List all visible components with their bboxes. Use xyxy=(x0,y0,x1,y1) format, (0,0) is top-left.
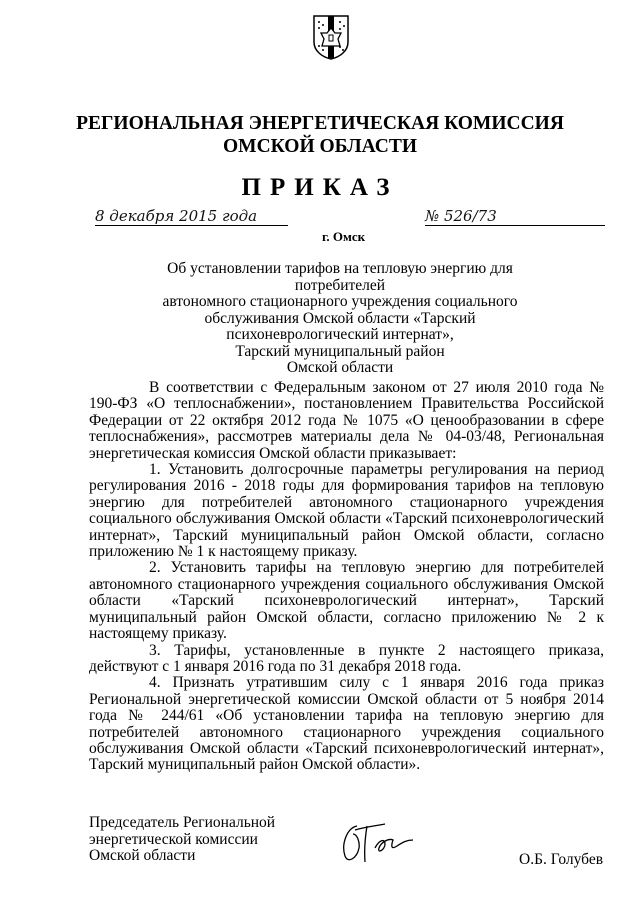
clause-3: 3. Тарифы, установленные в пункте 2 настоящего приказа, действуют с 1 января 2016 года по 31 декабря 2018 года. xyxy=(89,641,604,675)
subject-line: Омской области xyxy=(286,359,394,376)
city: г. Омск xyxy=(322,229,366,244)
position-line: Председатель Региональной xyxy=(89,814,276,831)
subject-line: автономного стационарного учреждения социального xyxy=(162,293,518,310)
handwritten-signature xyxy=(335,818,425,868)
document-type: ПРИКАЗ xyxy=(241,174,399,201)
subject-heading xyxy=(150,261,530,377)
clause-1: 1. Установить долгосрочные параметры регулирования на период регулирования 2016 - 2018 годы для формирования тарифов на тепловую энергию для потребителей автономного стационарного учреждения социального обслуживания Омской области «Тарский психоневрологический интернат», Тарский муниципальный район Омской области, согласно приложению № 1 к настоящему приказу. xyxy=(89,461,604,561)
position-line: энергетической комиссии xyxy=(89,830,258,848)
position-line: Омской области xyxy=(89,847,196,864)
clause-2: 2. Установить тарифы на тепловую энергию для потребителей автономного стационарного учреждения социального обслуживания Омской области «Тарский психоневрологический интернат», Тарский муниципальный район Омской области, согласно приложению № 2 к настоящему приказу. xyxy=(89,559,604,643)
clause-4: 4. Признать утратившим силу с 1 января 2016 года приказ Региональной энергетической комиссии Омской области от 5 ноября 2014 года № 244/61 «Об установлении тарифа на тепловую энергию для потребителей автономного стационарного учреждения социального обслуживания Омской области «Тарский психоневрологический интернат», Тарский муниципальный район Омской области». xyxy=(89,674,604,774)
handwritten-date: 8 декабря 2015 года xyxy=(95,207,288,226)
org-line-2: ОМСКОЙ ОБЛАСТИ xyxy=(223,136,417,157)
subject-line: обслуживания Омской области «Тарский xyxy=(204,309,476,327)
coat-of-arms-emblem xyxy=(312,14,350,60)
org-line-1: РЕГИОНАЛЬНАЯ ЭНЕРГЕТИЧЕСКАЯ КОМИССИЯ xyxy=(76,113,564,134)
signatory-name: О.Б. Голубев xyxy=(519,851,604,868)
order-body xyxy=(89,380,604,774)
subject-line: психоневрологический интернат», xyxy=(226,326,454,343)
handwritten-number: № 526/73 xyxy=(425,207,605,226)
organization-title xyxy=(0,112,640,158)
subject-line: Тарский муниципальный район xyxy=(235,342,445,360)
preamble-paragraph: В соответствии с Федеральным законом от 27 июля 2010 года № 190-ФЗ «О теплоснабжении», постановлением Правительства Российской Федерации от 22 октября 2012 года № 1075 «О ценообразовании в сфере теплоснабжения», рассмотрев материалы дела № 04-03/48, Региональная энергетическая комиссия Омской области приказывает: xyxy=(89,379,604,462)
subject-line: Об установлении тарифов на тепловую энергию для потребителей xyxy=(167,260,513,294)
signatory-position xyxy=(89,815,275,865)
